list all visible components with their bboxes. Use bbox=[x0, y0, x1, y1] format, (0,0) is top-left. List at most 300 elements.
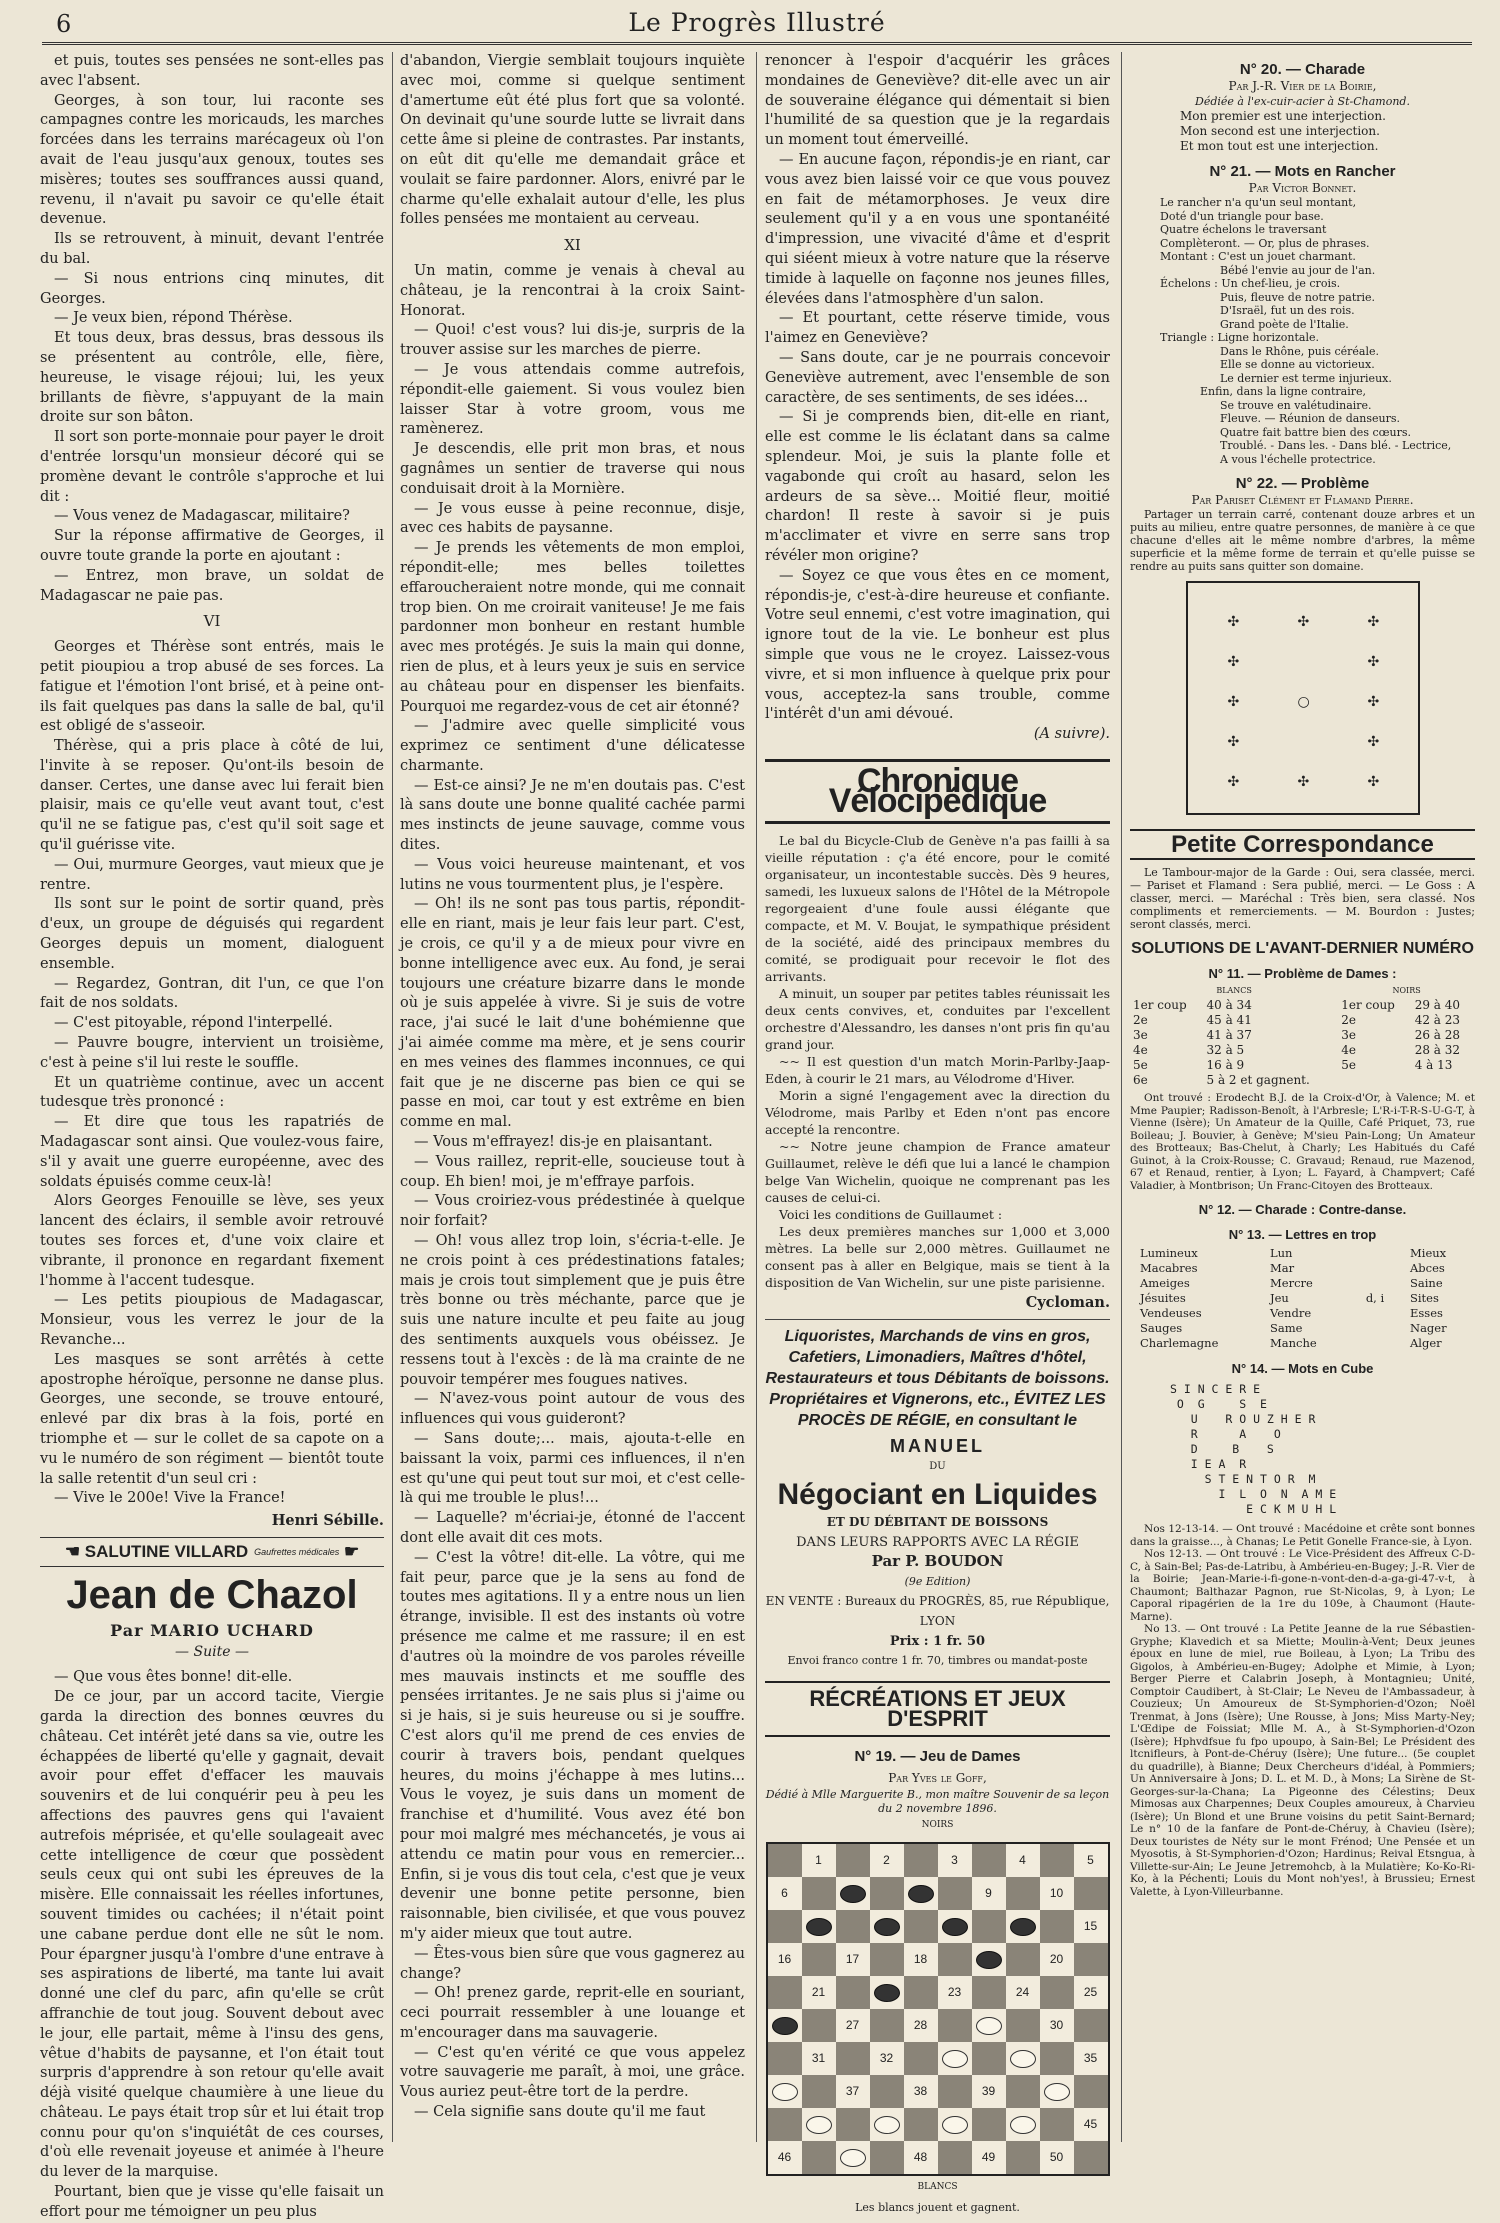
cell: 4e bbox=[1341, 1043, 1356, 1057]
board-square: 45 bbox=[1083, 2117, 1098, 2132]
text-line: Mar bbox=[1270, 1261, 1295, 1275]
charade-text bbox=[1130, 109, 1475, 154]
text-line: Sites bbox=[1410, 1291, 1439, 1305]
paragraph: — Quoi! c'est vous? lui dis-je, surpris de la trouver assise sur les marches de pierre. bbox=[400, 322, 745, 359]
board-square bbox=[836, 1844, 870, 1877]
board-square bbox=[938, 2009, 972, 2042]
board-square bbox=[938, 1910, 972, 1943]
paragraph: Et un quatrième continue, avec un accent tudesque très prononcé : bbox=[40, 1074, 384, 1111]
a-suivre: (A suivre). bbox=[1033, 726, 1110, 743]
cell: 45 à 41 bbox=[1206, 1013, 1252, 1027]
white-piece bbox=[976, 2017, 1002, 2035]
board-square: 31 bbox=[811, 2051, 826, 2066]
paragraph: — Vous m'effrayez! dis-je en plaisantant. bbox=[414, 1134, 713, 1151]
board-square: 28 bbox=[913, 2018, 928, 2033]
board-square: 17 bbox=[845, 1952, 860, 1967]
board-square bbox=[802, 2009, 836, 2042]
white-piece bbox=[840, 2149, 866, 2167]
cell: 40 à 34 bbox=[1206, 998, 1252, 1012]
paragraph: Georges et Thérèse sont entrés, mais le petit pioupiou a trop abusé de ses forces. La fatigue et l'émotion l'ont brisé, et à peine ont-ils fait quelques pas dans la salle de bal, qu'il est obligé de s'asseoir. bbox=[40, 639, 384, 735]
advert-text: Liquoristes, Marchands de vins en gros, Cafetiers, Limonadiers, Maîtres d'hôtel, Restaurateurs et tous Débitants de boissons. Propriétaires et Vignerons, etc., ÉVITEZ LES PROCÈS DE RÉGIE, en consultant le bbox=[765, 1328, 1110, 1430]
white-piece bbox=[772, 2083, 798, 2101]
paragraph: — Entrez, mon brave, un soldat de Madagascar ne paie pas. bbox=[40, 567, 384, 604]
column-2 bbox=[400, 52, 745, 2142]
board-square bbox=[904, 2108, 938, 2141]
text-line: Charlemagne bbox=[1140, 1336, 1219, 1350]
text-line: Le dernier est terme injurieux. bbox=[1220, 371, 1392, 385]
cube-grid bbox=[1170, 1382, 1475, 1517]
du-label: DU bbox=[929, 1461, 946, 1473]
black-piece bbox=[772, 2017, 798, 2035]
solutions-title: SOLUTIONS DE L'AVANT-DERNIER NUMÉRO bbox=[1131, 940, 1474, 957]
board-square bbox=[870, 1877, 904, 1910]
board-square: 9 bbox=[985, 1886, 992, 1901]
text-line: E C K M U H L bbox=[1170, 1502, 1337, 1516]
tree-icon: ✣ bbox=[1367, 734, 1380, 750]
board-square: 46 bbox=[777, 2150, 792, 2165]
chapter-heading: XI bbox=[564, 236, 581, 255]
paragraph: — Oh! vous allez trop loin, s'écria-t-elle. Je ne crois point à ces prédestinations fatales; mais je crois tout simplement que je puis être très bonne ou très méchante, parce que je suis une nature inculte et peu faite au joug des sentiments auxquels vous obéissez. Je ressens tout à l'excès : de là ma crainte de ne pouvoir tempérer mes fougues natives. bbox=[400, 1233, 745, 1388]
vente-label: EN VENTE : Bureaux du PROGRÈS, 85, rue République, LYON bbox=[765, 1594, 1110, 1628]
white-piece bbox=[1010, 2116, 1036, 2134]
table-row bbox=[1130, 1058, 1475, 1073]
board-square bbox=[836, 1877, 870, 1910]
paragraph: No 13. — Ont trouvé : La Petite Jeanne de la rue Sébastien-Gryphe; Klavedich et sa Miette; Moulin-à-Vent; Deux jeunes époux en lune de miel, rue Boileau, à Lyon; La Tribu des Gigolos, à Ambérieu-en-Bugey; Adolphe et Mimie, à Lyon; Berger Pierre et Calabrin Joseph, à Montagnieu; Unité, Comptoir Caudibert, à St-Clair; Le Neveu de l'Ambassadeur, à Couzieux; Un Amoureux de St-Symphorien-d'Ozon; Noël Trenmat, à Jons (Isère); Une Rousse, à Jons; Miss Marty-Ney; L'Œdipe de Foissiat; Mlle M. A., à St-Symphorien-d'Ozon (Isère); Hphvdfsue fu fpo upoupo, à Sain-Bel; Le Président des ltcnifleurs, à Pont-de-Chéruy (Isère); Une future... (5e couplet du quadrille), à Bianne; Deux Chercheurs d'idéal, à Pommiers; Un Anniversaire à Jons; D. L. et M. D., à Mons; La Sirène de St-Georges-sur-la-Chana; La Pigeonne des Célestins; Deux Mimosas aux Charpennes; Deux Couples amoureux, à Charvieu (Isère); Un Blond et une Brune voisins du petit Saint-Bernard; Le n° 10 de la fanfare de Pont-de-Chéruy, à Chavieu (Isère); Deux touristes de Néty sur le mont Frénod; Une Pensée et un Myosotis, à St-Symphorien-d'Ozon; Hardinus; Reival Etsngua, à Villette-sur-Ain; Le Jeune Jetremohcb, à la Mulatière; Ko-Ko-Ri-Ko, à la Péchenti; Louis du Mont noh'yes!, à Brussieu; Ernest Valette, à Lyon-Villeurbanne. bbox=[1130, 1623, 1475, 1898]
lettres-grid bbox=[1130, 1246, 1475, 1351]
text-line: Quatre fait battre bien des cœurs. bbox=[1220, 425, 1411, 439]
divider bbox=[765, 1319, 1110, 1320]
text-line: D'Israël, fut un des rois. bbox=[1220, 304, 1355, 317]
cell: 42 à 23 bbox=[1414, 1013, 1461, 1027]
paragraph: — C'est la vôtre! dit-elle. La vôtre, qui me fait peur, parce que je la sens au fond de toutes mes agitations. Il y a entre nous un lien étrange, invisible. Il est des instants où votre présence me calme et me rassure; il en est d'autres où la moindre de vos paroles réveille mes mauvais instincts et me souffle des pensées irritantes. Je ne sais plus si j'aime ou si je hais, si je suis heureuse ou si je souffre. C'est alors qu'il me prend de ces envies de courir à travers bois, pendant quelques heures, du moins j'échappe à mes lutins... Vous le voyez, je suis dans un moment de franchise et d'humilité. Vous avez été bon pour moi malgré mes méchancetés, je vous ai attendu ce matin pour vous en remercier... Enfin, si je vous dis tout cela, c'est que je veux devenir une bonne petite personne, bien raisonnable, bien civilisée, et que vous pouvez m'y aider mieux que tout autre. bbox=[400, 1549, 745, 1942]
board-square bbox=[938, 2108, 972, 2141]
rancher-text bbox=[1130, 196, 1475, 466]
board-square bbox=[1006, 1910, 1040, 1943]
envoi-label: Envoi franco contre 1 fr. 70, timbres ou mandat-poste bbox=[787, 1654, 1088, 1668]
board-square: 20 bbox=[1049, 1952, 1064, 1967]
page-header bbox=[42, 6, 1472, 45]
text-line: Grand poète de l'Italie. bbox=[1220, 317, 1349, 331]
paragraph: Voici les conditions de Guillaumet : bbox=[779, 1207, 1003, 1223]
cell: 1er coup bbox=[1341, 998, 1395, 1012]
paragraph: Les masques se sont arrêtés à cette apostrophe héroïque, personne ne danse plus. Georges, une seconde, se trouve entouré, enlevé par dix bras à la fois, porté en triomphe et — sur le collet de sa capote on a vu le numéro de son régiment — bientôt toute la salle retentit d'un seul cri : bbox=[40, 1351, 384, 1487]
paragraph: Le Tambour-major de la Garde : Oui, sera classée, merci. — Pariset et Flamand : Sera publié, merci. — Le Goss : A classer, merci. — Maréchal : Très bien, sera classé. Nos compliments et remerciements. — M. Bourdon : Justes; seront classés, merci. bbox=[1130, 866, 1475, 931]
jeu-dedication: Dédié à Mlle Marguerite B., mon maître Souvenir de sa leçon du 2 novembre 1896. bbox=[765, 1788, 1110, 1816]
table-row bbox=[1130, 1043, 1475, 1058]
board-square bbox=[1040, 1844, 1074, 1877]
black-piece bbox=[976, 1951, 1002, 1969]
black-piece bbox=[806, 1918, 832, 1936]
paragraph: Sur la réponse affirmative de Georges, il ouvre toute grande la porte en ajoutant : bbox=[40, 528, 384, 564]
board-square bbox=[768, 1910, 802, 1943]
well-icon: ○ bbox=[1297, 694, 1310, 710]
white-piece bbox=[874, 2116, 900, 2134]
board-square bbox=[1006, 1877, 1040, 1910]
charade-title: N° 20. — Charade bbox=[1239, 61, 1366, 78]
board-square bbox=[802, 2108, 836, 2141]
masthead: Le Progrès Illustré bbox=[628, 8, 886, 37]
tree-icon: ✣ bbox=[1227, 694, 1240, 710]
text-line: A vous l'échelle protectrice. bbox=[1220, 452, 1376, 466]
lettres13-title: N° 13. — Lettres en trop bbox=[1228, 1227, 1377, 1242]
paragraph: A minuit, un souper par petites tables réunissait les deux cents convives, et, conduites par l'excellent orchestre d'Alessandro, les danses n'ont pris fin qu'au grand jour. bbox=[765, 986, 1110, 1053]
black-piece bbox=[874, 1918, 900, 1936]
text-line: Échelons : Un chef-lieu, je crois. bbox=[1160, 277, 1341, 290]
paragraph: Les deux premières manches sur 1,000 et 3,000 mètres. La belle sur 2,000 mètres. Guillaumet ne consent pas à aller en Belgique, mais se tient à la disposition de Van Wichelin, sur une piste parisienne. bbox=[765, 1224, 1110, 1291]
board-square bbox=[1040, 2042, 1074, 2075]
recreations-title: RÉCRÉATIONS ET JEUX D'ESPRIT bbox=[765, 1681, 1110, 1737]
rancher-title: N° 21. — Mots en Rancher bbox=[1209, 163, 1396, 180]
board-square bbox=[938, 1943, 972, 1976]
board-square bbox=[768, 2075, 802, 2108]
board-square bbox=[870, 1910, 904, 1943]
board-square bbox=[1074, 2009, 1108, 2042]
white-piece bbox=[942, 2116, 968, 2134]
salutine-advert bbox=[40, 1537, 384, 1567]
novel-suite: — Suite — bbox=[175, 1643, 249, 1660]
negociant-title: Négociant en Liquides bbox=[777, 1477, 1098, 1511]
charade12: N° 12. — Charade : Contre-danse. bbox=[1198, 1202, 1407, 1217]
board-square: 49 bbox=[981, 2150, 996, 2165]
board-square: 32 bbox=[879, 2051, 894, 2066]
cell: 16 à 9 bbox=[1206, 1058, 1245, 1072]
text-line: Enfin, dans la ligne contraire, bbox=[1200, 385, 1366, 398]
paragraph: — Je prends les vêtements de mon emploi, répondit-elle; mes belles toilettes effaroucheraient notre monde, qui me connait trop bien. On me croirait vaniteuse! Je me fais pardonner mon bonheur en restant humble avec mes protégés. Je suis la main qui donne, rien de plus, et à leurs yeux je suis en service au château pour en dispenser les bienfaits. Pourquoi me regardez-vous de cet air étonné? bbox=[400, 540, 745, 715]
paragraph: Ils se retrouvent, à minuit, devant l'entrée du bal. bbox=[40, 231, 384, 267]
cell: 28 à 32 bbox=[1414, 1043, 1461, 1057]
cell: 3e bbox=[1133, 1028, 1148, 1042]
paragraph: — Que vous êtes bonne! dit-elle. bbox=[54, 1669, 293, 1686]
board-square bbox=[836, 1976, 870, 2009]
paragraph: — Et dire que tous les rapatriés de Madagascar sont ainsi. Que voulez-vous faire, s'il y avait une guerre européenne, avec des soldats épuisés comme ceux-là! bbox=[40, 1114, 384, 1190]
board-square bbox=[768, 1976, 802, 2009]
table-row bbox=[1130, 998, 1475, 1013]
board-square bbox=[768, 2108, 802, 2141]
manuel-label: MANUEL bbox=[890, 1436, 985, 1457]
text-line: Manche bbox=[1270, 1336, 1317, 1350]
paragraph: Et tous deux, bras dessus, bras dessous ils se présentent au contrôle, elle, fière, heureuse, le visage réjoui; lui, les yeux brillants de fièvre, s'appuyant de la main droite sur son bâton. bbox=[40, 330, 384, 426]
board-square bbox=[1040, 2075, 1074, 2108]
cell: 5 à 2 et gagnent. bbox=[1206, 1073, 1310, 1087]
text-line: Jésuites bbox=[1140, 1291, 1186, 1305]
paragraph: — Et pourtant, cette réserve timide, vous l'aimez en Geneviève? bbox=[765, 310, 1110, 347]
paragraph: Alors Georges Fenouille se lève, ses yeux lancent des éclairs, il semble avoir retrouvé toutes ses forces et, d'une voix claire et vibrante, il prononce en regardant fixement l'homme à l'accent tudesque. bbox=[40, 1193, 384, 1289]
price-label: Prix : 1 fr. 50 bbox=[889, 1633, 986, 1649]
board-square bbox=[768, 1844, 802, 1877]
board-square: 10 bbox=[1049, 1886, 1064, 1901]
white-piece bbox=[1044, 2083, 1070, 2101]
hand-icon: ☚ bbox=[64, 1541, 85, 1561]
text-line: Complèteront. — Or, plus de phrases. bbox=[1160, 236, 1370, 250]
text-line: Saine bbox=[1410, 1276, 1443, 1290]
text-line: Triangle : Ligne horizontale. bbox=[1160, 331, 1319, 344]
cell bbox=[1412, 1073, 1475, 1088]
cell: 29 à 40 bbox=[1414, 998, 1461, 1012]
board-square bbox=[1074, 1877, 1108, 1910]
cell: 2e bbox=[1341, 1013, 1356, 1027]
charade-author: Par J.-R. Vier de la Boirie, bbox=[1228, 79, 1377, 93]
table-row bbox=[1130, 1073, 1475, 1088]
paragraph: Ils sont sur le point de sortir quand, près d'eux, un groupe de déguisés qui regardent Georges depuis un moment, dialoguent ensemble. bbox=[40, 896, 384, 972]
cell: 5e bbox=[1341, 1058, 1356, 1072]
board-square bbox=[870, 1943, 904, 1976]
probleme-author: Par Pariset Clément et Flamand Pierre. bbox=[1191, 493, 1414, 507]
paragraph: — Vous venez de Madagascar, militaire? bbox=[54, 508, 350, 525]
white-piece bbox=[942, 2050, 968, 2068]
board-square: 27 bbox=[845, 2018, 860, 2033]
paragraph: Georges, à son tour, lui raconte ses campagnes contre les moricauds, les marches forcées dans les terrains marécageux où l'on avait de l'eau jusqu'aux genoux, toutes ses misères; toutes ses souffrances aussi quand, revenu, il n'avait pu savoir ce qu'elle était devenue. bbox=[40, 92, 384, 228]
cell: 26 à 28 bbox=[1414, 1028, 1461, 1042]
board-square bbox=[802, 1877, 836, 1910]
board-square: 5 bbox=[1087, 1853, 1094, 1868]
cell: 2e bbox=[1133, 1013, 1148, 1027]
paragraph: Thérèse, qui a pris place à côté de lui, l'invite à se reposer. Qu'ont-ils besoin de danser. Certes, une danse avec lui ferait bien plaisir, mais ce qu'elle veut avant tout, c'est qu'il ne se fatigue pas, c'est qu'il soit sage et qu'il guérisse vite. bbox=[40, 738, 384, 854]
black-piece bbox=[1010, 1918, 1036, 1936]
board-square: 48 bbox=[913, 2150, 928, 2165]
rapports-label: DANS LEURS RAPPORTS AVEC LA RÉGIE bbox=[796, 1534, 1079, 1550]
cell: 1er coup bbox=[1133, 998, 1187, 1012]
board-square bbox=[802, 1910, 836, 1943]
paragraph: — Laquelle? m'écriai-je, étonné de l'accent dont elle avait dit ces mots. bbox=[400, 1510, 745, 1546]
text-line: Vendeuses bbox=[1140, 1306, 1202, 1320]
text-line: Puis, fleuve de notre patrie. bbox=[1220, 290, 1376, 304]
board-square bbox=[938, 1877, 972, 1910]
column-1 bbox=[40, 52, 384, 2220]
board-square bbox=[768, 2009, 802, 2042]
board-square bbox=[972, 2042, 1006, 2075]
text-line: O G S E bbox=[1170, 1397, 1267, 1411]
board-square bbox=[802, 2141, 836, 2174]
board-square bbox=[1074, 2075, 1108, 2108]
paragraph: et puis, toutes ses pensées ne sont-elles pas avec l'absent. bbox=[40, 53, 384, 89]
white-piece bbox=[1010, 2050, 1036, 2068]
text-line: S T E N T O R M bbox=[1170, 1472, 1316, 1486]
board-square: 50 bbox=[1049, 2150, 1064, 2165]
text-line: I L O N A M E bbox=[1170, 1487, 1337, 1501]
novel-author: Par MARIO UCHARD bbox=[110, 1620, 314, 1640]
paragraph: — Pauvre bougre, intervient un troisième, c'est à peine s'il lui reste le souffle. bbox=[40, 1035, 384, 1071]
text-line: Dans le Rhône, puis céréale. bbox=[1220, 344, 1380, 358]
paragraph: — Est-ce ainsi? Je ne m'en doutais pas. C'est là sans doute une bonne qualité cachée parmi mes instincts de jeune sauvage, comme vous dites. bbox=[400, 777, 745, 854]
jeu-footer: Les blancs jouent et gagnent. bbox=[855, 2201, 1020, 2215]
column-3 bbox=[765, 52, 1110, 2215]
table-row bbox=[1130, 1013, 1475, 1028]
paragraph: Le bal du Bicycle-Club de Genève n'a pas failli à sa vieille réputation : ç'a été encore, pour le comité organisateur, un incontestable succès. Dès 9 heures, samedi, les luxueux salons de l'Hôtel de la Métropole regorgeaient d'une foule aussi élégante que compacte, et M. V. Boujat, le sympathique président de la société, aidé des principaux membres du comité, se prodiguait pour recevoir le flot des arrivants. bbox=[765, 833, 1110, 985]
et-du-label: ET DU DÉBITANT DE BOISSONS bbox=[826, 1514, 1049, 1529]
paragraph: — Regardez, Gontran, dit l'un, ce que l'on fait de nos soldats. bbox=[40, 975, 384, 1012]
text-line: Mieux bbox=[1410, 1246, 1447, 1260]
board-square: 15 bbox=[1083, 1919, 1098, 1934]
board-square bbox=[1006, 2009, 1040, 2042]
board-square bbox=[1006, 2042, 1040, 2075]
lettres-right bbox=[1400, 1246, 1470, 1351]
paragraph: Je descendis, elle prit mon bras, et nous gagnâmes un sentier de traverse qui nous conduisait droit à la Mornière. bbox=[400, 441, 745, 497]
paragraph: — Vous raillez, reprit-elle, soucieuse tout à coup. Eh bien! moi, je m'effraye parfois. bbox=[400, 1153, 745, 1190]
tree-icon: ✣ bbox=[1227, 654, 1240, 670]
board-square: 37 bbox=[845, 2084, 860, 2099]
board-square: 18 bbox=[913, 1952, 928, 1967]
board-square bbox=[972, 1910, 1006, 1943]
paragraph: — C'est pitoyable, répond l'interpellé. bbox=[54, 1015, 333, 1032]
board-square: 24 bbox=[1015, 1985, 1030, 2000]
board-square: 21 bbox=[811, 1985, 826, 2000]
board-square bbox=[972, 2009, 1006, 2042]
paragraph: — En aucune façon, répondis-je en riant, car vous avez bien laissé voir ce que vous pouvez en fait de métamorphoses. Je veux dire seulement qu'il y a en vous une spontanéité d'impression, une vivacité d'âme et d'esprit qui siéent mieux à votre nature que la réserve timide à laquelle on façonne nos jeunes filles, élevées dans l'atmosphère d'un salon. bbox=[765, 151, 1110, 307]
column-divider bbox=[1121, 52, 1122, 2142]
board-square bbox=[904, 2042, 938, 2075]
edition-label: (9e Edition) bbox=[904, 1575, 971, 1589]
tree-icon: ✣ bbox=[1367, 654, 1380, 670]
black-piece bbox=[840, 1885, 866, 1903]
lettres-mid bbox=[1250, 1246, 1350, 1351]
rancher-author: Par Victor Bonnet. bbox=[1248, 181, 1357, 195]
cell bbox=[1338, 1073, 1412, 1088]
board-square bbox=[802, 1943, 836, 1976]
paragraph: d'abandon, Viergie semblait toujours inquiète avec moi, comme si quelque sentiment d'amertume eût été plus fort que sa volonté. On devinait qu'une sourde lutte se livrait dans cette âme si pleine de contrastes. Par instants, on eût dit qu'elle me demandait grâce et voulait se faire pardonner. Alors, enivré par le charme qu'elle exhalait autour d'elle, les plus folles pensées me montaient au cerveau. bbox=[400, 53, 745, 228]
board-square: 39 bbox=[981, 2084, 996, 2099]
text-line: Jeu bbox=[1270, 1291, 1289, 1305]
paragraph: renoncer à l'espoir d'acquérir les grâces mondaines de Geneviève? dit-elle avec un air de souveraine élégance qui démentait si bien l'humilité de sa question que je la regardais un moment tout émerveillé. bbox=[765, 53, 1110, 149]
paragraph: — Si nous entrions cinq minutes, dit Georges. bbox=[40, 270, 384, 307]
text-line: Lumineux bbox=[1140, 1246, 1198, 1260]
noirs-header: NOIRS bbox=[1392, 986, 1421, 995]
cell: 32 à 5 bbox=[1206, 1043, 1245, 1057]
paragraph: — Je veux bien, répond Thérèse. bbox=[54, 310, 293, 327]
tree-icon: ✣ bbox=[1367, 774, 1380, 790]
board-square bbox=[870, 2141, 904, 2174]
paragraph: Nos 12-13. — Ont trouvé : Le Vice-Président des Affreux C-D-C, à Sain-Bel; Pas-de-Latribu, à Ambérieu-en-Bugey; J.-R. Vier de la Boirie; Jean-Marie-i-fi-gone-n-vont-den-d-a-ga-gi-47-v-t, à Chaumont; Balthazar Pagnon, rue St-Nicolas, 9, à Lyon; Le Caporal ripagérien de la 1re du 109e, à Chaumont (Haute-Marne). bbox=[1130, 1548, 1475, 1623]
problem-square bbox=[1186, 581, 1420, 815]
cube14-title: N° 14. — Mots en Cube bbox=[1231, 1361, 1374, 1376]
charade-dedication: Dédiée à l'ex-cuir-acier à St-Chamond. bbox=[1195, 95, 1410, 108]
black-piece bbox=[908, 1885, 934, 1903]
board-square bbox=[938, 2042, 972, 2075]
board-square bbox=[870, 2108, 904, 2141]
board-square bbox=[1006, 2108, 1040, 2141]
tree-icon: ✣ bbox=[1227, 614, 1240, 630]
tree-icon: ✣ bbox=[1367, 614, 1380, 630]
white-piece bbox=[806, 2116, 832, 2134]
tree-icon: ✣ bbox=[1227, 774, 1240, 790]
text-line: Doté d'un triangle pour base. bbox=[1160, 209, 1324, 223]
board-square bbox=[1006, 2141, 1040, 2174]
board-square bbox=[768, 2042, 802, 2075]
paragraph: — Oh! ils ne sont pas tous partis, répondit-elle en riant, mais je leur fais leur part. C'est, je crois, ce qu'il y a de mieux pour vivre en bonne intelligence avec eux. Au fond, je serai toujours une créature bizarre dans le monde où je suis appelée à vivre. Si je suis de votre race, j'ai sucé le lait d'une bohémienne que j'ai aimée comme ma mère, et je sens courir en mes veines des flammes inconnues, ce qui fait que je ne discerne pas bien ce qui se passe en moi, car tout y est extrême en bien comme en mal. bbox=[400, 896, 745, 1131]
salutine-sub: Gaufrettes médicales bbox=[254, 1546, 340, 1557]
paragraph: ~~ Il est question d'un match Morin-Parlby-Jaap-Eden, à courir le 21 mars, au Vélodrome d'Hiver. bbox=[765, 1054, 1110, 1087]
paragraph: — Si je comprends bien, dit-elle en riant, elle est comme le lis éclatant dans sa calme splendeur. Moi, je suis la plante folle et vagabonde qui croît au hasard, selon les ardeurs de sa sève... Moitié fleur, moitié chardon! Il reste à savoir si je puis m'acclimater et vivre en serre sans trop révéler mon origine? bbox=[765, 409, 1110, 564]
paragraph: — Je vous eusse à peine reconnue, disje, avec ces habits de paysanne. bbox=[400, 500, 745, 537]
board-square bbox=[1040, 2108, 1074, 2141]
checkers-board bbox=[766, 1842, 1110, 2176]
board-square: 3 bbox=[951, 1853, 958, 1868]
text-line: S I N C E R E bbox=[1170, 1382, 1261, 1396]
black-piece bbox=[874, 1984, 900, 2002]
blancs-header: BLANCS bbox=[1216, 986, 1252, 995]
black-piece bbox=[942, 1918, 968, 1936]
cell: 4 à 13 bbox=[1414, 1058, 1453, 1072]
author-signature: Henri Sébille. bbox=[271, 1512, 384, 1530]
board-square bbox=[1074, 1943, 1108, 1976]
author-label: Par P. BOUDON bbox=[871, 1552, 1004, 1571]
noirs-label: NOIRS bbox=[921, 1820, 954, 1831]
paragraph: — Cela signifie sans doute qu'il me faut bbox=[414, 2104, 706, 2121]
board-square: 38 bbox=[913, 2084, 928, 2099]
board-square bbox=[802, 2075, 836, 2108]
text-line: Et mon tout est une interjection. bbox=[1180, 139, 1379, 153]
text-line: Troublé. - Dans les. - Dans blé. - Lectrice, bbox=[1220, 439, 1452, 452]
paragraph: — J'admire avec quelle simplicité vous exprimez ce sentiment d'une délicatesse charmante. bbox=[400, 718, 745, 774]
lettres-key: d, i bbox=[1365, 1291, 1385, 1305]
hand-icon: ☛ bbox=[339, 1541, 360, 1561]
paragraph: ~~ Notre jeune champion de France amateur Guillaumet, relève le défi que lui a lancé le champion belge Van Wichelin, quoique ne comprenant pas les causes de celui-ci. bbox=[765, 1139, 1110, 1206]
paragraph: Il sort son porte-monnaie pour payer le droit d'entrée lorsqu'un monsieur décoré qui se promène devant le contrôle s'approche et lui dit : bbox=[40, 429, 384, 505]
tree-icon: ✣ bbox=[1297, 614, 1310, 630]
text-line: Abces bbox=[1410, 1261, 1445, 1275]
cell: 6e bbox=[1133, 1073, 1148, 1087]
jeu-title: N° 19. — Jeu de Dames bbox=[854, 1747, 1021, 1765]
board-square bbox=[1040, 1910, 1074, 1943]
text-line: I E A R bbox=[1170, 1457, 1247, 1471]
board-square bbox=[836, 2108, 870, 2141]
text-line: Alger bbox=[1410, 1336, 1442, 1350]
board-square: 1 bbox=[815, 1853, 822, 1868]
probleme-title: N° 22. — Problème bbox=[1235, 475, 1370, 492]
board-square bbox=[1006, 1943, 1040, 1976]
board-square bbox=[870, 2075, 904, 2108]
paragraph: — Soyez ce que vous êtes en ce moment, répondis-je, c'est-à-dire heureuse et confiante. Votre seul ennemi, c'est votre imagination, qui ignore tout de la vie. Le bonheur est plus simple que vous ne le croyez. Laissez-vous vivre, et si mon influence à quelque prix pour vous, acceptez-la sans trouble, comme l'intérêt d'un ami dévoué. bbox=[765, 567, 1110, 723]
paragraph: De ce jour, par un accord tacite, Viergie garda la direction des bonnes œuvres du château. Cet intérêt jeté dans sa vie, outre les échappées de liberté qu'elle y gagnait, devait avoir pour effet d'effacer les mauvais souvenirs et de lui conquérir peu à peu les affections des pauvres gens qui l'avaient autrefois méprisée, et qu'elle soulageait avec cette intelligence de cœur que possèdent seuls ceux qui ont subi les épreuves de la misère. Elle connaissait les réelles infortunes, souvent timides ou cachées; il n'était point une cabane perdue dont elle ne sût le nom. Pour épargner jusqu'à l'ombre d'une entrave à ses aspirations de liberté, ma tante lui avait donné une clef du parc, afin qu'elle se crût affranchie de tout joug. Souvent debout avec le jour, elle partait, même à l'insu des gens, vêtue d'habits de paysanne, et l'on était tout surpris d'apprendre à son retour qu'elle avait déjà visité quelque chaumière à une lieue du château. Le pays était trop sûr et lui était trop connu pour qu'on s'inquiétât de ces courses, d'où elle revenait joyeuse et animée à l'heure du lever de la marquise. bbox=[40, 1689, 384, 2181]
text-line: Bébé l'envie au jour de l'an. bbox=[1220, 263, 1376, 277]
page-number: 6 bbox=[56, 10, 72, 38]
blancs-label: BLANCS bbox=[917, 2182, 958, 2193]
petite-correspondance-title: Petite Correspondance bbox=[1130, 829, 1475, 860]
board-square bbox=[1074, 2141, 1108, 2174]
table-row bbox=[1130, 1028, 1475, 1043]
text-line: Same bbox=[1270, 1321, 1303, 1335]
paragraph: — N'avez-vous point autour de vous des influences qui vous guideront? bbox=[400, 1391, 745, 1428]
board-square bbox=[972, 1976, 1006, 2009]
paragraph: — Êtes-vous bien sûre que vous gagnerez au change? bbox=[400, 1945, 745, 1982]
chronique-signature: Cycloman. bbox=[1025, 1294, 1110, 1312]
board-square bbox=[904, 1844, 938, 1877]
cell: 4e bbox=[1133, 1043, 1148, 1057]
paragraph: Partager un terrain carré, contenant douze arbres et un puits au milieu, entre quatre personnes, de manière à ce que chacune d'elles ait le même nombre d'arbres, la même superficie et la même forme de terrain et qu'elle puisse se rendre au puits sans quitter son domaine. bbox=[1130, 508, 1475, 573]
paragraph: Un matin, comme je venais à cheval au château, je la rencontrai à la croix Saint-Honorat. bbox=[400, 262, 745, 319]
text-line: Esses bbox=[1410, 1306, 1443, 1320]
text-line: R A O bbox=[1170, 1427, 1281, 1441]
paragraph: — Les petits pioupious de Madagascar, Monsieur, vous les verrez le jour de la Revanche... bbox=[40, 1292, 384, 1348]
paragraph: — C'est qu'en vérité ce que vous appelez votre sauvagerie me paraît, à moi, une grâce. Vous auriez peut-être tort de la perdre. bbox=[400, 2044, 745, 2101]
paragraph: — Vous voici heureuse maintenant, et vos lutins ne vous tourmentent plus, je l'espère. bbox=[400, 856, 745, 893]
text-line: U R O U Z H E R bbox=[1170, 1412, 1316, 1426]
board-square bbox=[972, 1844, 1006, 1877]
column-4 bbox=[1130, 52, 1475, 2142]
text-line: Lun bbox=[1270, 1246, 1293, 1260]
paragraph: — Oh! prenez garde, reprit-elle en souriant, ceci pourrait ressembler à une louange et m'encourager dans ma sauvagerie. bbox=[400, 1985, 745, 2041]
paragraph: — Sans doute, car je ne pourrais concevoir Geneviève autrement, avec l'ensemble de son caractère, de ses sentiments, de ses idées... bbox=[765, 349, 1110, 406]
text-line: Ameiges bbox=[1140, 1276, 1190, 1290]
board-square: 4 bbox=[1019, 1853, 1026, 1868]
board-square: 16 bbox=[777, 1952, 792, 1967]
board-square bbox=[836, 2042, 870, 2075]
paragraph: Morin a signé l'engagement avec la direction du Vélodrome, mais Parlby et Eden n'ont pas encore accepté la rencontre. bbox=[765, 1088, 1110, 1138]
paragraph: — Vive le 200e! Vive la France! bbox=[54, 1490, 286, 1507]
text-line: Se trouve en valétudinaire. bbox=[1220, 398, 1372, 412]
chronique-title: Chronique Vélocipédique bbox=[765, 759, 1110, 825]
paragraph: — Vous croiriez-vous prédestinée à quelque noir forfait? bbox=[400, 1193, 745, 1230]
board-square: 35 bbox=[1083, 2051, 1098, 2066]
